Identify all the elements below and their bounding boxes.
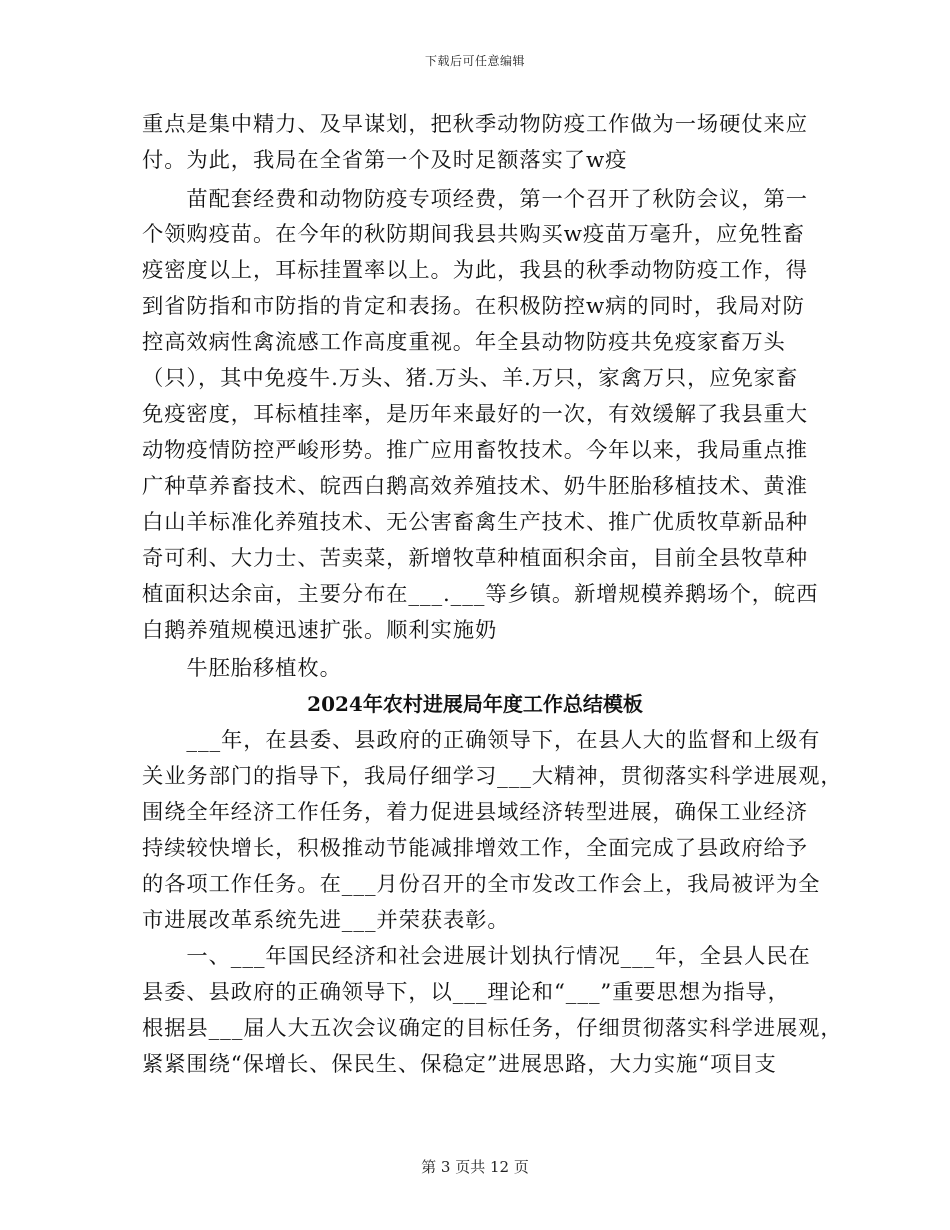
text-line: 市进展改革系统先进___并荣获表彰。 xyxy=(142,908,510,933)
text-line: 个领购疫苗。在今年的秋防期间我县共购买w疫苗万毫升，应免牲畜 xyxy=(142,222,805,247)
text-line: 植面积达余亩，主要分布在___.___等乡镇。新增规模养鹅场个，皖西 xyxy=(142,582,819,607)
text-line: 根据县___届人大五次会议确定的目标任务，仔细贯彻落实科学进展观， xyxy=(142,1016,843,1041)
text-line: 付。为此，我局在全省第一个及时足额落实了w疫 xyxy=(142,148,628,173)
text-line: 奇可利、大力士、苦卖菜，新增牧草种植面积余亩，目前全县牧草种 xyxy=(142,546,808,571)
text-line: 到省防指和市防指的肯定和表扬。在积极防控w病的同时，我局对防 xyxy=(142,294,805,319)
text-line: 广种草养畜技术、皖西白鹅高效养殖技术、奶牛胚胎移植技术、黄淮 xyxy=(142,474,808,499)
text-line: 白山羊标准化养殖技术、无公害畜禽生产技术、推广优质牧草新品种 xyxy=(142,510,808,535)
text-line: 牛胚胎移植枚。 xyxy=(142,656,342,681)
text-line: 县委、县政府的正确领导下，以___理论和“___”重要思想为指导， xyxy=(142,980,790,1005)
page-header: 下载后可任意编辑 xyxy=(424,54,525,68)
text-line: 关业务部门的指导下，我局仔细学习___大精神，贯彻落实科学进展观， xyxy=(142,764,843,789)
text-line: 重点是集中精力、及早谋划，把秋季动物防疫工作做为一场硬仗来应 xyxy=(142,112,808,137)
page-footer: 第 3 页共 12 页 xyxy=(421,1158,529,1176)
text-line: 紧紧围绕“保增长、保民生、保稳定”进展思路，大力实施“项目支 xyxy=(142,1052,777,1077)
text-line: 动物疫情防控严峻形势。推广应用畜牧技术。今年以来，我局重点推 xyxy=(142,438,808,463)
text-line: ___年，在县委、县政府的正确领导下，在县人大的监督和上级有 xyxy=(142,728,821,753)
text-line: 白鹅养殖规模迅速扩张。顺利实施奶 xyxy=(142,618,498,643)
text-line: 疫密度以上，耳标挂置率以上。为此，我县的秋季动物防疫工作，得 xyxy=(142,258,808,283)
document-title: 2024年农村进展局年度工作总结模板 xyxy=(307,692,643,716)
text-line: 免疫密度，耳标植挂率，是历年来最好的一次，有效缓解了我县重大 xyxy=(142,402,808,427)
text-line: 控高效病性禽流感工作高度重视。年全县动物防疫共免疫家畜万头 xyxy=(142,330,786,355)
text-line: 围绕全年经济工作任务，着力促进县域经济转型进展，确保工业经济 xyxy=(142,800,808,825)
text-line: 一、___年国民经济和社会进展计划执行情况___年，全县人民在 xyxy=(142,944,811,969)
text-line: 的各项工作任务。在___月份召开的全市发改工作会上，我局被评为全 xyxy=(142,872,821,897)
text-line: 苗配套经费和动物防疫专项经费，第一个召开了秋防会议，第一 xyxy=(142,187,808,212)
text-line: 持续较快增长，积极推动节能减排增效工作，全面完成了县政府给予 xyxy=(142,836,808,861)
text-line: （只），其中免疫牛.万头、猪.万头、羊.万只，家禽万只，应免家畜 xyxy=(142,366,799,391)
